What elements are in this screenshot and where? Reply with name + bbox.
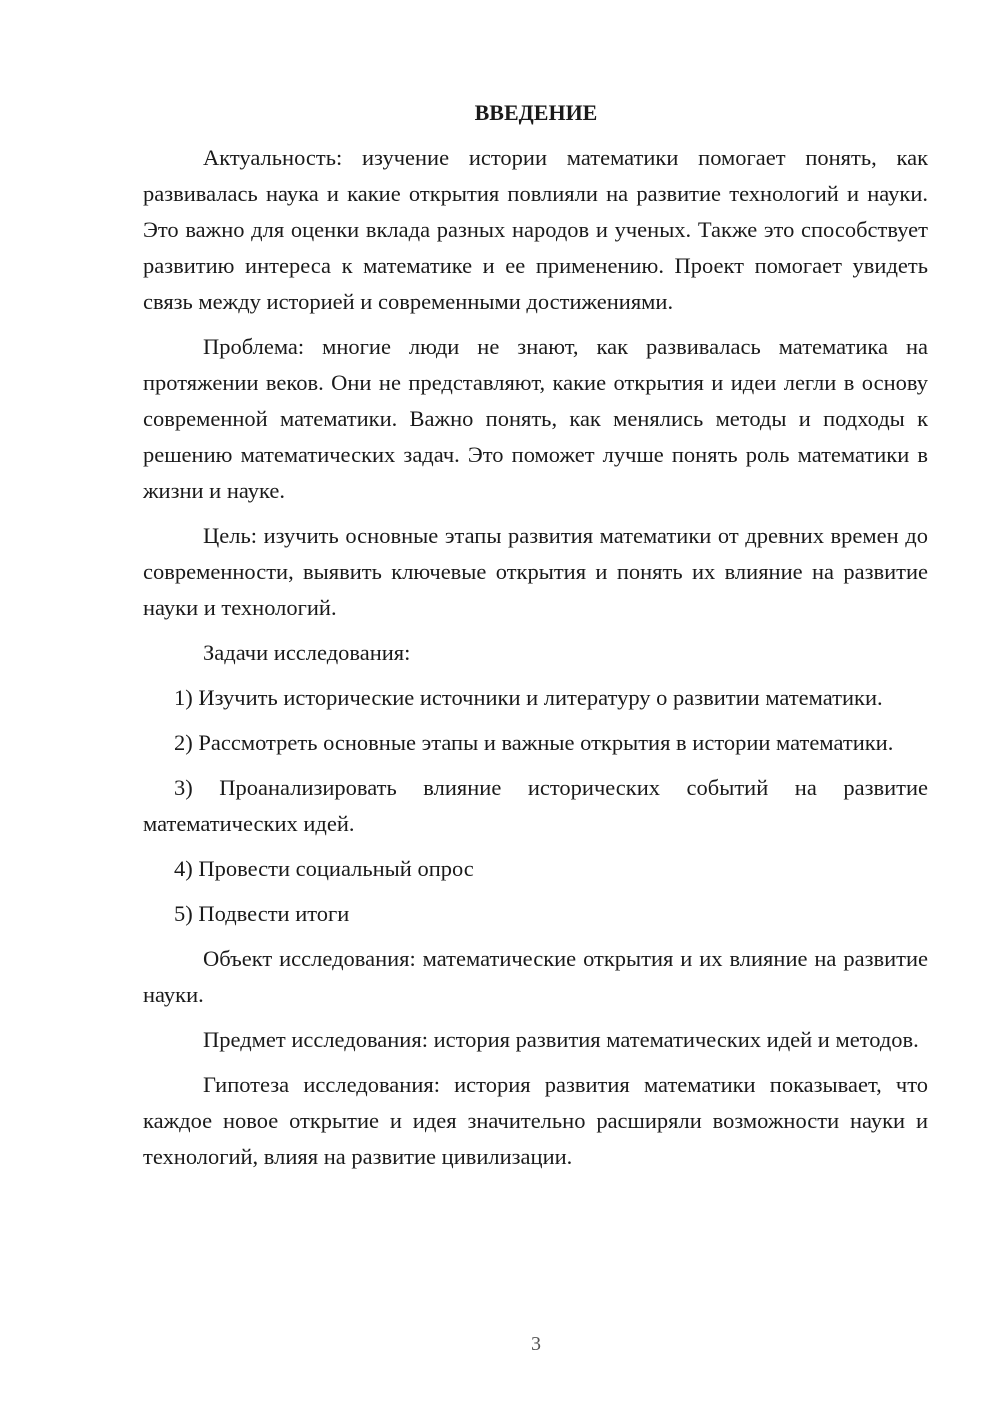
section-title: ВВЕДЕНИЕ bbox=[474, 100, 598, 125]
task-item-2: 2) Рассмотреть основные этапы и важные открытия в истории математики. bbox=[174, 730, 894, 755]
document-page bbox=[143, 95, 928, 1184]
task-item-1: 1) Изучить исторические источники и литературу о развитии математики. bbox=[174, 685, 883, 710]
object-paragraph: Объект исследования: математические открытия и их влияние на развитие науки. bbox=[143, 946, 928, 1007]
hypothesis-paragraph: Гипотеза исследования: история развития математики показывает, что каждое новое открытие и идея значительно расширяли возможности науки и технологий, влияя на развитие цивилизации. bbox=[143, 1072, 928, 1169]
task-item-4: 4) Провести социальный опрос bbox=[174, 856, 474, 881]
task-item-5: 5) Подвести итоги bbox=[174, 901, 350, 926]
tasks-heading: Задачи исследования: bbox=[203, 640, 411, 665]
relevance-paragraph: Актуальность: изучение истории математики помогает понять, как развивалась наука и какие открытия повлияли на развитие технологий и науки. Это важно для оценки вклада разных народов и ученых. Также это способствует развитию интереса к математике и ее применению. Проект помогает увидеть связь между историей и современными достижениями. bbox=[143, 145, 928, 314]
tasks-list bbox=[143, 680, 928, 932]
goal-paragraph: Цель: изучить основные этапы развития математики от древних времен до современности, выявить ключевые открытия и понять их влияние на развитие науки и технологий. bbox=[143, 523, 928, 620]
problem-paragraph: Проблема: многие люди не знают, как развивалась математика на протяжении веков. Они не представляют, какие открытия и идеи легли в основу современной математики. Важно понять, как менялись методы и подходы к решению математических задач. Это поможет лучше понять роль математики в жизни и науке. bbox=[143, 334, 928, 503]
task-item-3: 3) Проанализировать влияние исторических событий на развитие математических идей. bbox=[143, 775, 928, 836]
page-number: 3 bbox=[531, 1333, 541, 1355]
subject-paragraph: Предмет исследования: история развития математических идей и методов. bbox=[203, 1027, 919, 1052]
